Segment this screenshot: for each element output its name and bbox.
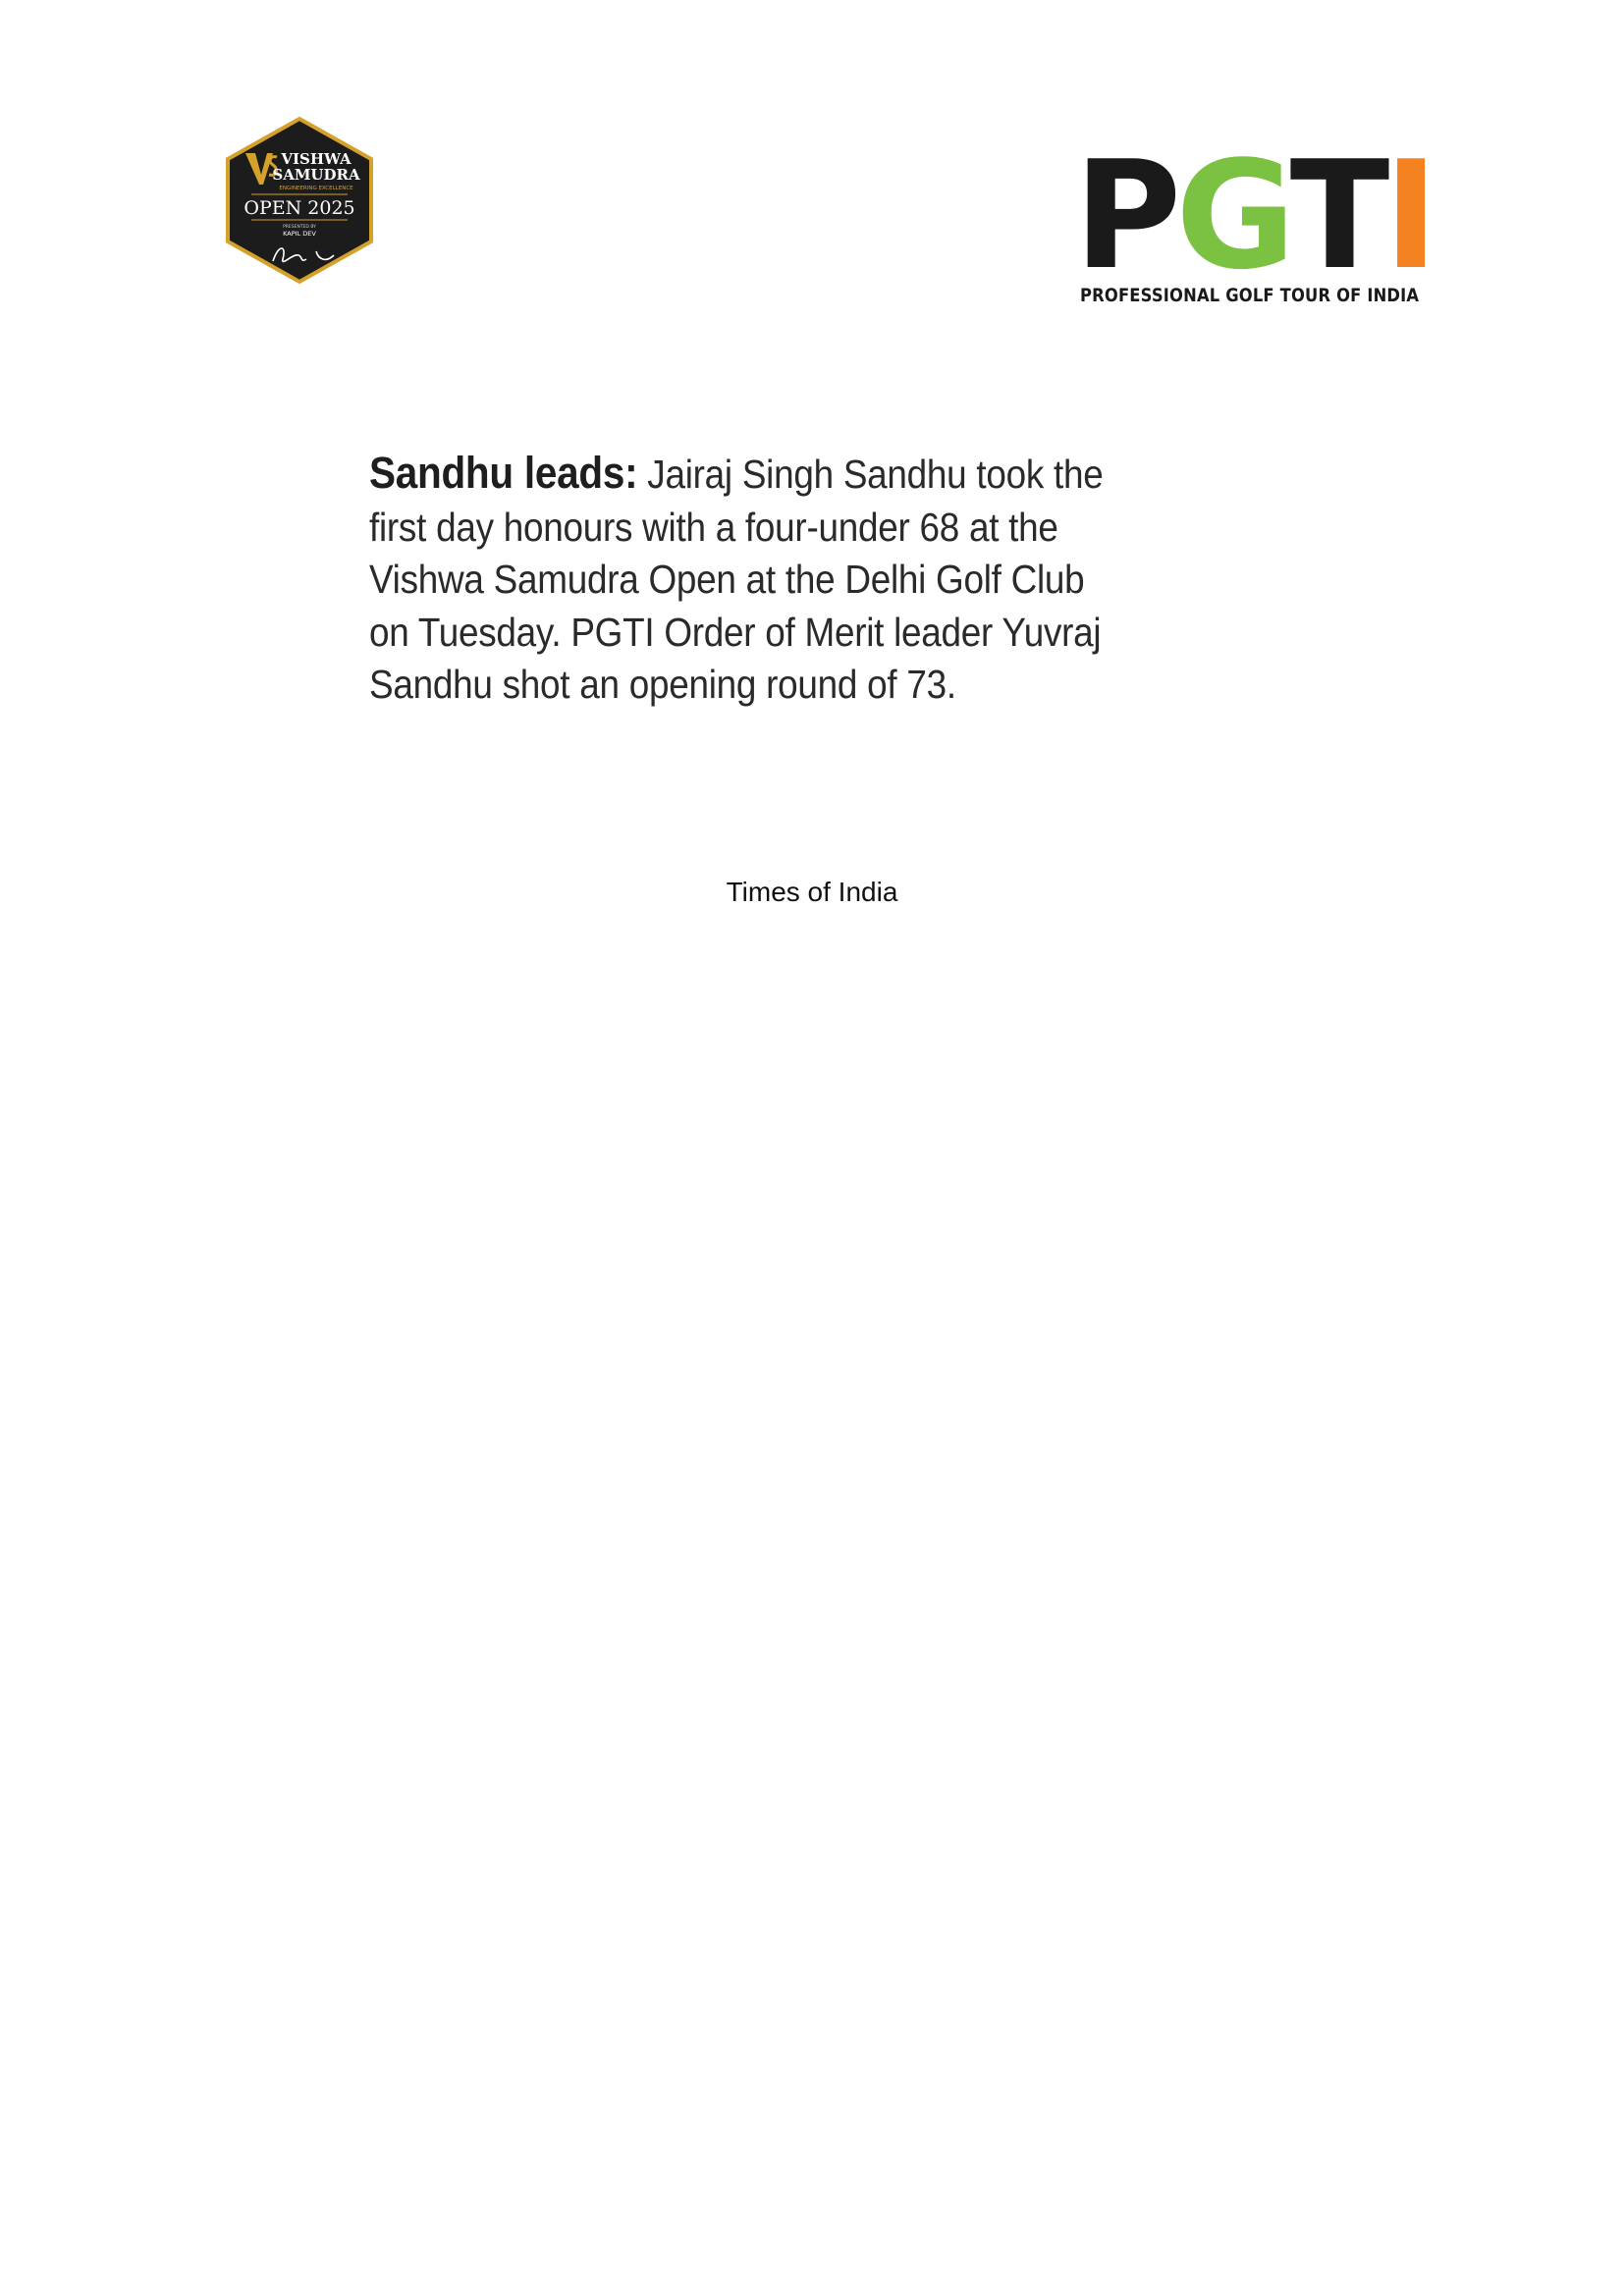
source-caption: Times of India: [726, 877, 898, 907]
clipping-line-2: first day honours with a four-under 68 at the: [369, 504, 1058, 550]
news-clipping: [369, 447, 1164, 712]
pgti-letter-p: P: [1074, 129, 1176, 302]
event-name-line1: VISHWA: [281, 150, 352, 168]
event-tagline: ENGINEERING EXCELLENCE: [279, 186, 353, 191]
clipping-text: Jairaj Singh Sandhu took the: [637, 452, 1104, 497]
pgti-logo: [1074, 129, 1437, 309]
clipping-line-1: [369, 447, 1164, 502]
event-edition: OPEN 2025: [244, 197, 355, 219]
event-name-line2: SAMUDRA: [272, 166, 360, 184]
vishwa-samudra-open-logo: [224, 116, 375, 285]
pgti-letter-i: I: [1383, 129, 1433, 302]
event-presenter: KAPIL DEV: [283, 230, 316, 238]
pgti-subtitle: PROFESSIONAL GOLF TOUR OF INDIA: [1080, 285, 1420, 306]
clipping-lead: Sandhu leads:: [369, 448, 638, 498]
clipping-line-5: Sandhu shot an opening round of 73.: [369, 662, 956, 707]
pgti-letter-t: T: [1289, 129, 1384, 302]
pgti-letter-g: G: [1175, 129, 1290, 302]
clipping-line-3: Vishwa Samudra Open at the Delhi Golf Club: [369, 557, 1085, 602]
event-badge-graphic: [224, 116, 375, 285]
clipping-line-4: on Tuesday. PGTI Order of Merit leader Yuvraj: [369, 609, 1102, 655]
event-presenter-label: PRESENTED BY: [283, 225, 316, 230]
